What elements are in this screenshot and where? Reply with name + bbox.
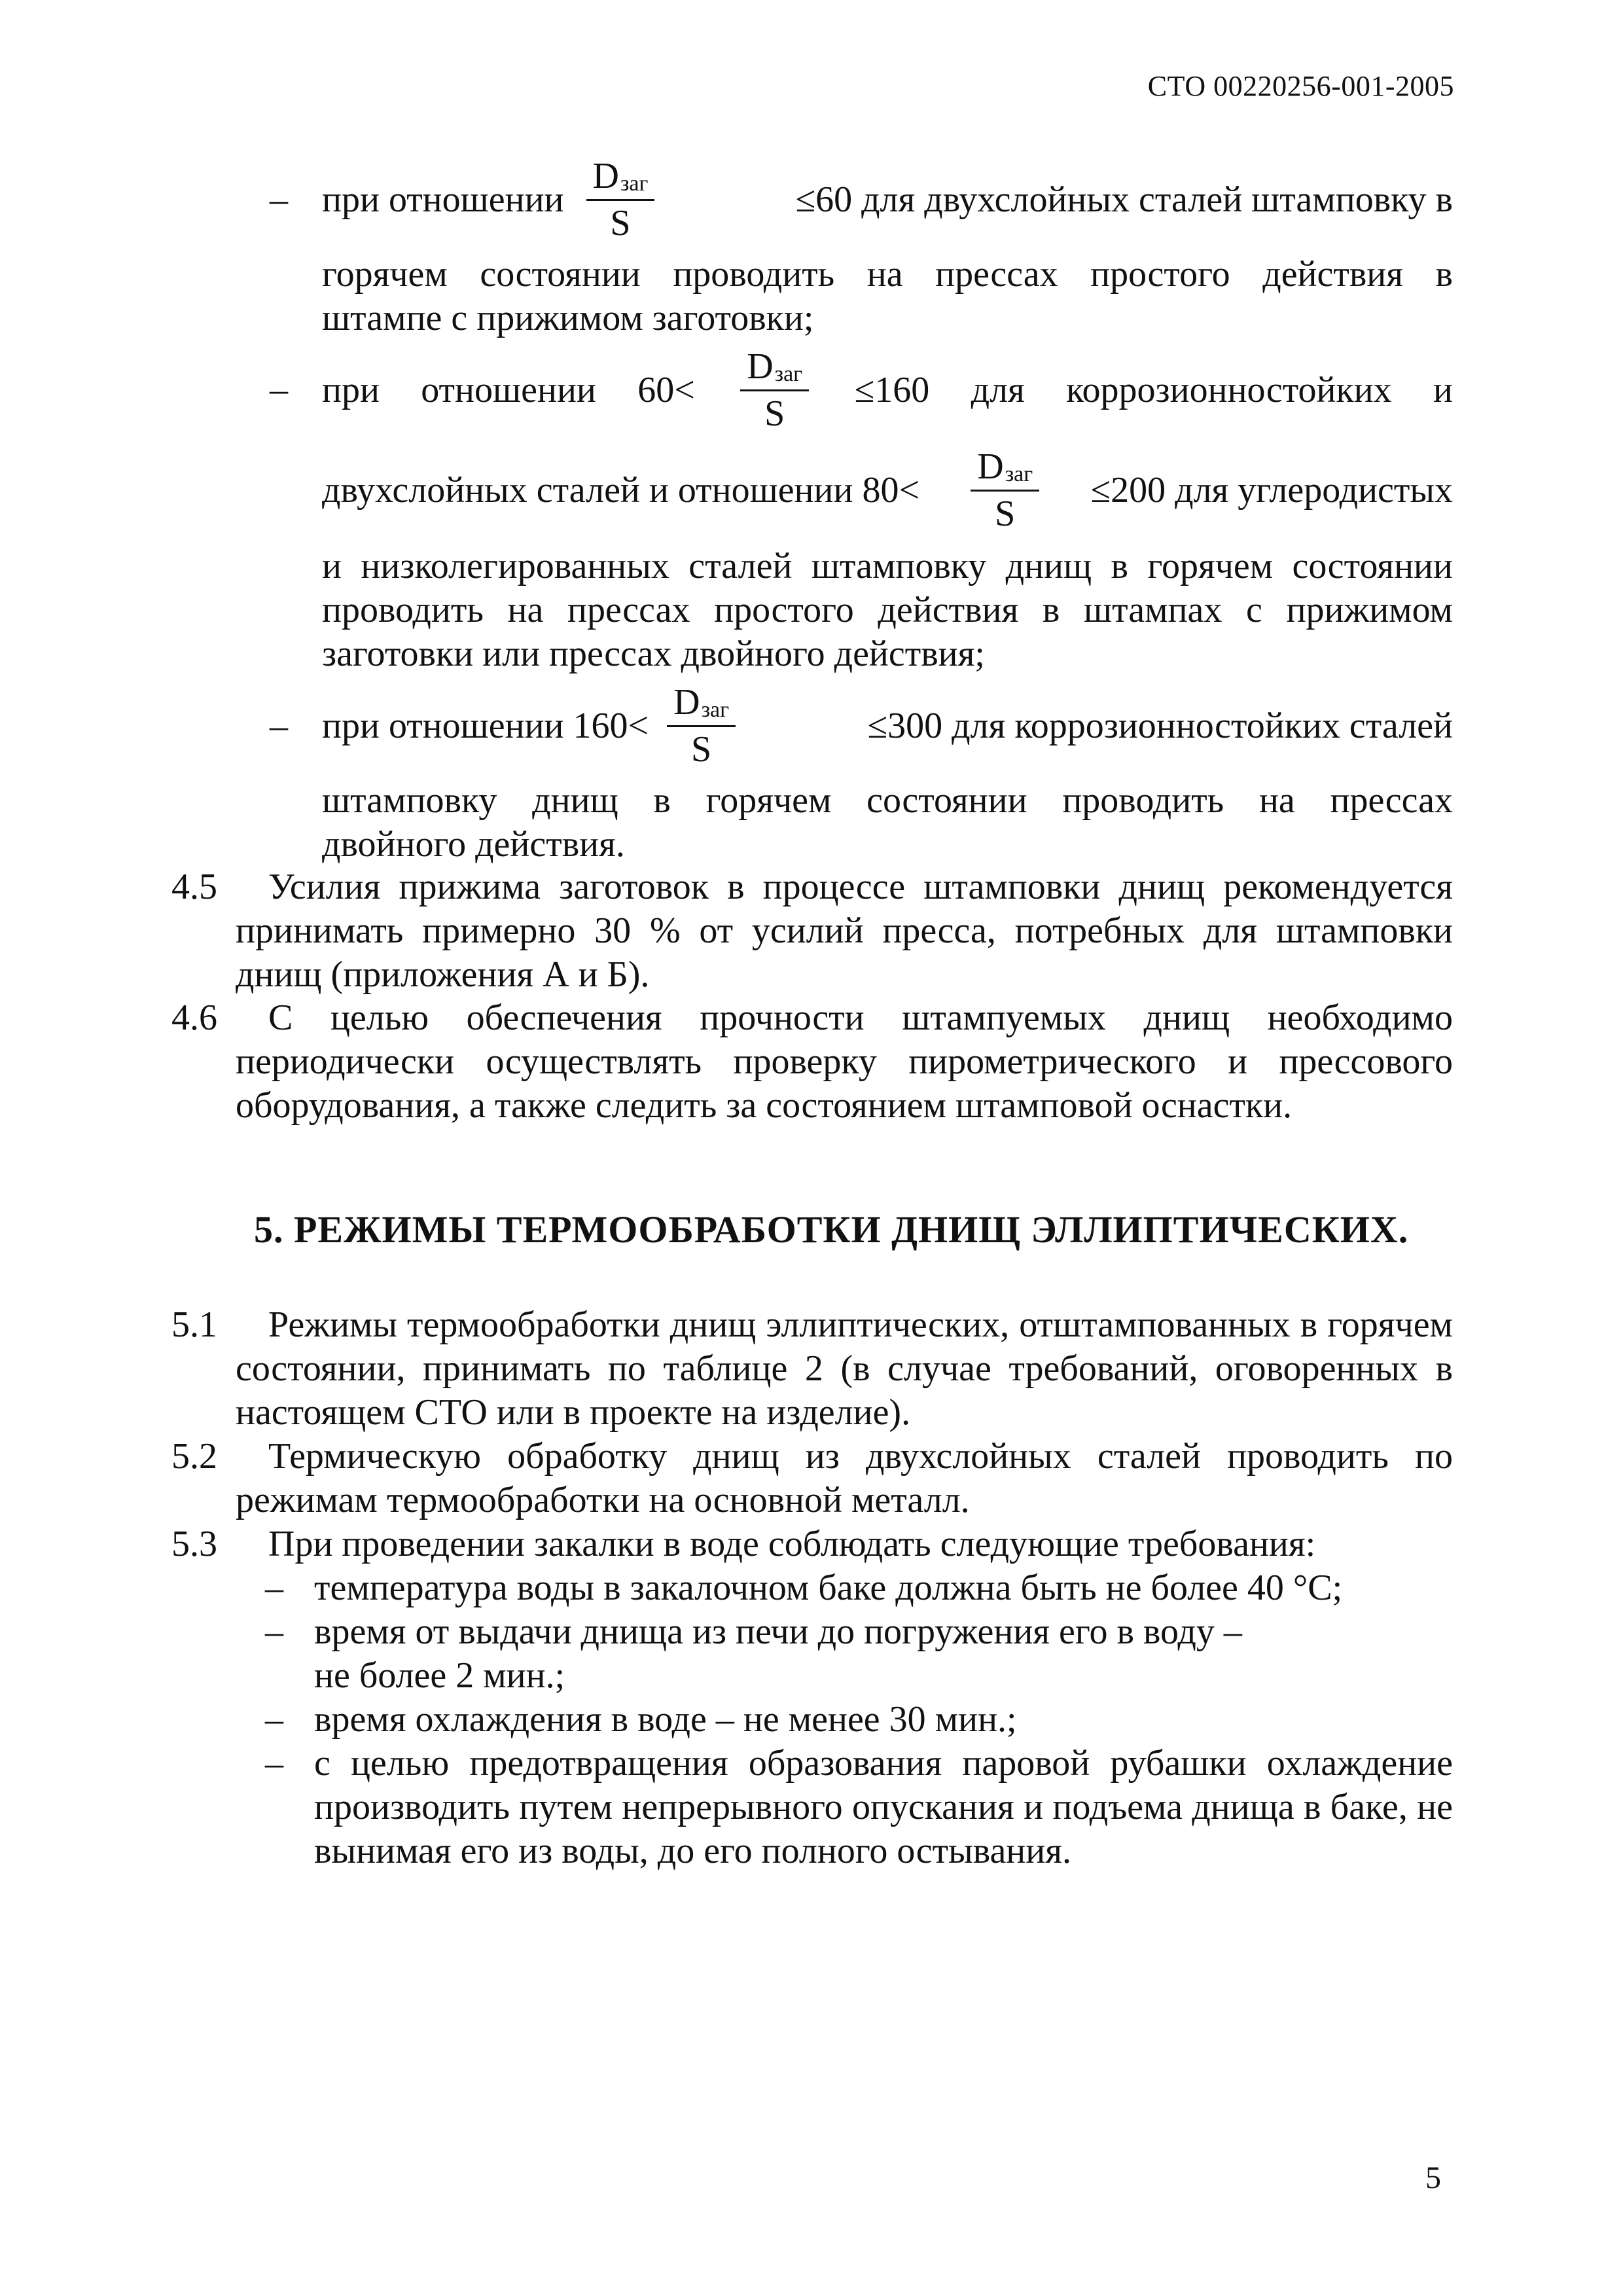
subitem-4-text: с целью предотвращения образования паровой рубашки охлаждение производить путем непрерывного опускания и подъема днища в баке, не вынимая его из воды, до его полного остывания. [314, 1743, 1453, 1871]
bullet-2-line-1: при отношении 60< $\frac{D_{заг}}{S}$ ≤160 для коррозионностойких и [322, 346, 1453, 434]
bullet-dash: – [270, 179, 288, 220]
bullet-dash: – [265, 1743, 283, 1784]
bullet-dash: – [270, 369, 288, 410]
item-number: 4.6 [171, 997, 217, 1038]
item-5-1-text: Режимы термообработки днищ эллиптических, отштампованных в горячем состоянии, принимать по таблице 2 (в случае требований, оговоренных в настоящем СТО или в проекте на изделие). [236, 1304, 1453, 1433]
bullet-1-prefix: при отношении [322, 179, 564, 220]
item-number: 4.5 [171, 867, 217, 907]
subitem-3-text: время охлаждения в воде – не менее 30 мин.; [314, 1699, 1017, 1740]
subitem-2-line-1: время от выдачи днища из печи до погружения его в воду – [314, 1611, 1242, 1652]
bullet-1-line-3: штампе с прижимом заготовки; [322, 298, 814, 338]
bullet-2-line-5: заготовки или прессах двойного действия; [322, 634, 985, 674]
item-4-6-text: С целью обеспечения прочности штампуемых днищ необходимо периодически осуществлять проверку пирометрического и прессового оборудования, а также следить за состоянием штамповой оснастки. [236, 997, 1453, 1126]
ratio-fraction: $\frac{D_{заг}}{S}$ [740, 348, 809, 432]
bullet-dash: – [265, 1699, 283, 1740]
bullet-1-line-2: горячем состоянии проводить на прессах простого действия в [322, 254, 1453, 295]
item-4-5-text: Усилия прижима заготовок в процессе штамповки днищ рекомендуется принимать примерно 30 % от усилий пресса, потребных для штамповки днищ (приложения А и Б). [236, 867, 1453, 995]
item-number: 5.2 [171, 1436, 217, 1477]
subitem-2-line-2: не более 2 мин.; [314, 1655, 565, 1696]
section-title: 5. РЕЖИМЫ ТЕРМООБРАБОТКИ ДНИЩ ЭЛЛИПТИЧЕСКИХ. [254, 1208, 1409, 1251]
bullet-dash: – [265, 1568, 283, 1608]
subitem-1-text: температура воды в закалочном баке должна быть не более 40 °С; [314, 1568, 1343, 1608]
ratio-fraction: $\frac{D_{заг}}{S}$ [667, 684, 736, 768]
document-code-header: СТО 00220256-001-2005 [1147, 70, 1454, 102]
bullet-dash: – [270, 706, 288, 746]
item-5-2-text: Термическую обработку днищ из двухслойных сталей проводить по режимам термообработки на основной металл. [236, 1436, 1453, 1520]
bullet-1-line-1 [322, 151, 1453, 249]
bullet-3-line-2: штамповку днищ в горячем состоянии проводить на прессах [322, 780, 1453, 821]
item-5-3-text: При проведении закалки в воде соблюдать следующие требования: [268, 1524, 1316, 1564]
bullet-2-line-4: проводить на прессах простого действия в штампах с прижимом [322, 590, 1453, 630]
ratio-fraction: $\frac{D_{заг}}{S}$ [971, 448, 1039, 532]
bullet-3-line-3: двойного действия. [322, 824, 625, 865]
bullet-dash: – [265, 1611, 283, 1652]
item-number: 5.1 [171, 1304, 217, 1345]
bullet-3-line-1: при отношении 160< $\frac{D_{заг}}{S}$ ≤300 для коррозионностойких сталей [322, 682, 1453, 770]
bullet-2-line-3: и низколегированных сталей штамповку днищ в горячем состоянии [322, 546, 1453, 586]
bullet-2-line-2: двухслойных сталей и отношении 80< $\frac{D_{заг}}{S}$ ≤200 для углеродистых [322, 446, 1453, 534]
item-number: 5.3 [171, 1524, 217, 1564]
ratio-fraction: $\frac{D_{заг}}{S}$ [586, 158, 655, 242]
bullet-1-suffix: ≤60 для двухслойных сталей штамповку в [795, 179, 1453, 220]
page-number: 5 [1425, 2161, 1441, 2195]
